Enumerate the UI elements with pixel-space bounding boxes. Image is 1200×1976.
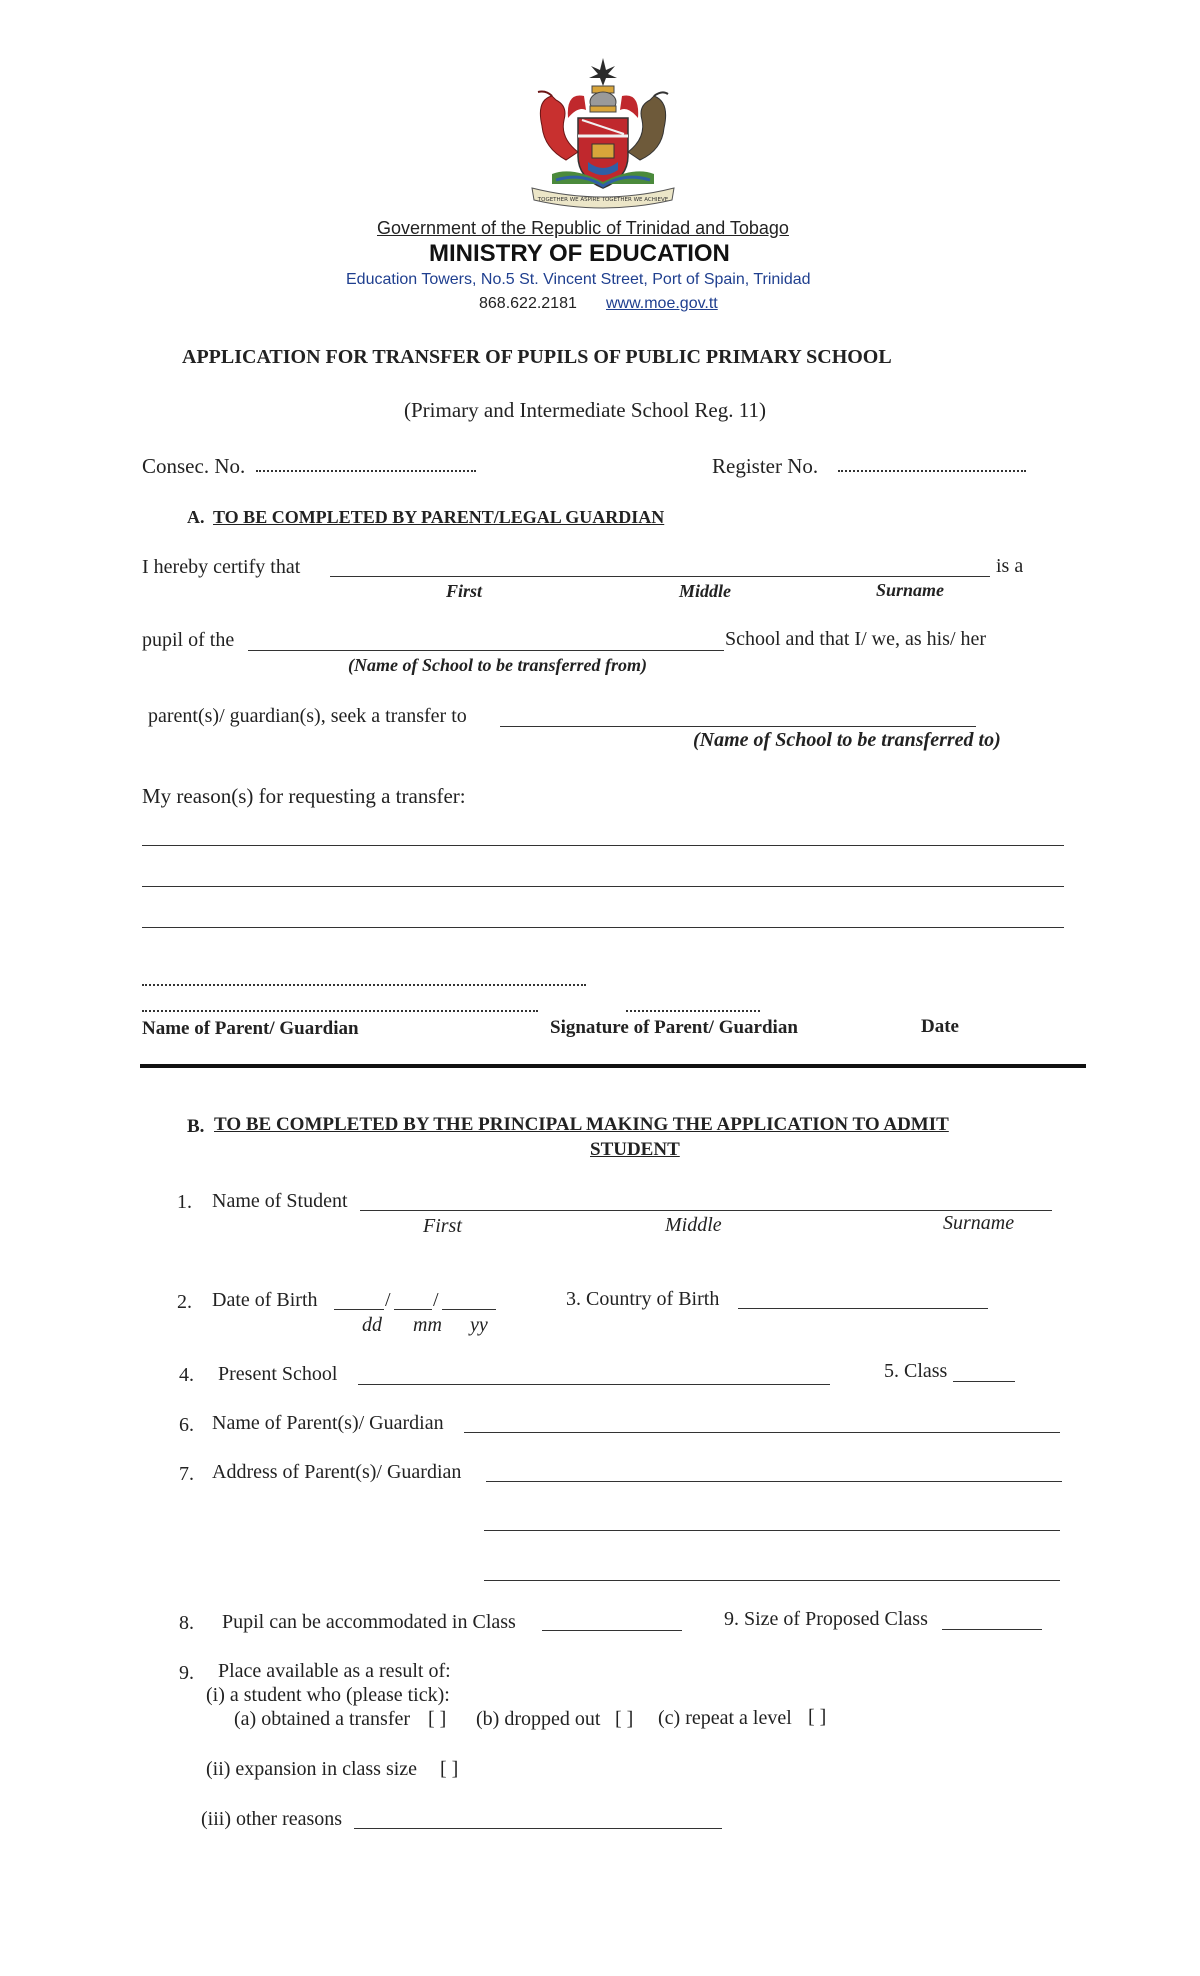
expansion-checkbox[interactable]: [ ] bbox=[440, 1758, 459, 1780]
dob-yy-caption: yy bbox=[470, 1314, 488, 1336]
dropped-out-label: (b) dropped out bbox=[476, 1708, 601, 1730]
parent-guardian-name-label: Name of Parent(s)/ Guardian bbox=[212, 1412, 444, 1434]
section-a-heading: TO BE COMPLETED BY PARENT/LEGAL GUARDIAN bbox=[213, 507, 665, 527]
obtained-transfer-checkbox[interactable]: [ ] bbox=[428, 1708, 447, 1730]
expansion-label: (ii) expansion in class size bbox=[206, 1758, 418, 1780]
parent-name-field-2[interactable] bbox=[142, 1010, 538, 1012]
obtained-transfer-label: (a) obtained a transfer bbox=[234, 1708, 411, 1730]
register-no-label: Register No. bbox=[712, 454, 819, 478]
proposed-class-size-label: 9. Size of Proposed Class bbox=[724, 1608, 928, 1630]
student-surname-caption: Surname bbox=[943, 1212, 1015, 1234]
dob-year-field[interactable] bbox=[442, 1309, 496, 1310]
parent-guardian-name-field[interactable] bbox=[464, 1432, 1060, 1433]
address-line-3[interactable] bbox=[484, 1580, 1060, 1581]
reason-line-3[interactable] bbox=[142, 927, 1064, 928]
is-a-label: is a bbox=[996, 555, 1024, 577]
certify-label: I hereby certify that bbox=[142, 556, 301, 578]
item2-number: 2. bbox=[177, 1291, 192, 1313]
government-heading: Government of the Republic of Trinidad and Tobago bbox=[377, 218, 789, 238]
section-b-heading-line2: STUDENT bbox=[590, 1139, 680, 1160]
school-to-field[interactable] bbox=[500, 726, 976, 727]
repeat-level-checkbox[interactable]: [ ] bbox=[808, 1706, 827, 1728]
present-school-label: Present School bbox=[218, 1363, 338, 1385]
section-divider bbox=[140, 1064, 1086, 1068]
ministry-address: Education Towers, No.5 St. Vincent Street, Port of Spain, Trinidad bbox=[346, 271, 811, 288]
parent-name-label: Name of Parent/ Guardian bbox=[142, 1018, 359, 1039]
signature-field[interactable] bbox=[626, 1010, 760, 1012]
parent-name-field[interactable] bbox=[142, 984, 586, 986]
seek-transfer-label: parent(s)/ guardian(s), seek a transfer to bbox=[148, 705, 467, 727]
school-from-caption: (Name of School to be transferred from) bbox=[348, 655, 647, 675]
address-line-1[interactable] bbox=[486, 1481, 1062, 1482]
pupil-name-field[interactable] bbox=[330, 576, 990, 577]
student-first-caption: First bbox=[423, 1215, 462, 1237]
school-from-field[interactable] bbox=[248, 650, 724, 651]
dob-dd-caption: dd bbox=[362, 1314, 382, 1336]
place-available-label: Place available as a result of: bbox=[218, 1660, 451, 1682]
present-school-field[interactable] bbox=[358, 1384, 830, 1385]
ministry-website-link[interactable]: www.moe.gov.tt bbox=[606, 295, 718, 312]
crest-motto-text: TOGETHER WE ASPIRE TOGETHER WE ACHIEVE bbox=[537, 197, 669, 203]
student-name-field[interactable] bbox=[360, 1210, 1052, 1211]
country-of-birth-label: 3. Country of Birth bbox=[566, 1288, 720, 1310]
ministry-heading: MINISTRY OF EDUCATION bbox=[429, 240, 730, 267]
ministry-phone: 868.622.2181 bbox=[479, 295, 577, 312]
form-title: APPLICATION FOR TRANSFER OF PUPILS OF PUBLIC PRIMARY SCHOOL bbox=[182, 346, 892, 368]
item9-number: 9. bbox=[179, 1662, 194, 1684]
repeat-level-label: (c) repeat a level bbox=[658, 1707, 792, 1729]
dob-slash-1: / bbox=[385, 1289, 391, 1311]
consec-no-field[interactable] bbox=[256, 470, 476, 472]
signature-label: Signature of Parent/ Guardian bbox=[550, 1017, 798, 1038]
other-reasons-label: (iii) other reasons bbox=[201, 1808, 343, 1830]
item6-number: 6. bbox=[179, 1414, 194, 1436]
student-who-label: (i) a student who (please tick): bbox=[206, 1684, 450, 1706]
dropped-out-checkbox[interactable]: [ ] bbox=[615, 1708, 634, 1730]
form-subtitle: (Primary and Intermediate School Reg. 11) bbox=[404, 398, 766, 422]
pupil-first-caption: First bbox=[446, 581, 483, 601]
pupil-middle-caption: Middle bbox=[679, 581, 731, 601]
reason-line-1[interactable] bbox=[142, 845, 1064, 846]
item4-number: 4. bbox=[179, 1364, 194, 1386]
school-to-caption: (Name of School to be transferred to) bbox=[693, 729, 1001, 751]
coat-of-arms-icon bbox=[522, 56, 684, 210]
item8-number: 8. bbox=[179, 1612, 194, 1634]
consec-no-label: Consec. No. bbox=[142, 454, 246, 478]
school-and-label: School and that I/ we, as his/ her bbox=[725, 628, 987, 650]
reason-line-2[interactable] bbox=[142, 886, 1064, 887]
section-b-heading-line1: TO BE COMPLETED BY THE PRINCIPAL MAKING THE APPLICATION TO ADMIT bbox=[214, 1114, 949, 1135]
address-line-2[interactable] bbox=[484, 1530, 1060, 1531]
accommodated-class-field[interactable] bbox=[542, 1630, 682, 1631]
other-reasons-field[interactable] bbox=[354, 1828, 722, 1829]
register-no-field[interactable] bbox=[838, 470, 1026, 472]
parent-guardian-address-label: Address of Parent(s)/ Guardian bbox=[212, 1461, 462, 1483]
dob-slash-2: / bbox=[433, 1289, 439, 1311]
item1-number: 1. bbox=[177, 1191, 192, 1213]
class-field[interactable] bbox=[953, 1381, 1015, 1382]
item7-number: 7. bbox=[179, 1463, 194, 1485]
pupil-of-label: pupil of the bbox=[142, 629, 235, 651]
student-middle-caption: Middle bbox=[665, 1214, 722, 1236]
date-label: Date bbox=[921, 1016, 959, 1037]
class-label: 5. Class bbox=[884, 1360, 948, 1382]
dob-day-field[interactable] bbox=[334, 1309, 384, 1310]
proposed-class-size-field[interactable] bbox=[942, 1629, 1042, 1630]
country-of-birth-field[interactable] bbox=[738, 1308, 988, 1309]
reasons-label: My reason(s) for requesting a transfer: bbox=[142, 784, 466, 808]
section-b-letter: B. bbox=[187, 1116, 205, 1137]
dob-month-field[interactable] bbox=[394, 1309, 432, 1310]
student-name-label: Name of Student bbox=[212, 1190, 348, 1212]
accommodated-class-label: Pupil can be accommodated in Class bbox=[222, 1611, 516, 1633]
dob-label: Date of Birth bbox=[212, 1289, 318, 1311]
section-a-letter: A. bbox=[187, 507, 205, 527]
pupil-surname-caption: Surname bbox=[876, 580, 945, 600]
dob-mm-caption: mm bbox=[413, 1314, 442, 1336]
